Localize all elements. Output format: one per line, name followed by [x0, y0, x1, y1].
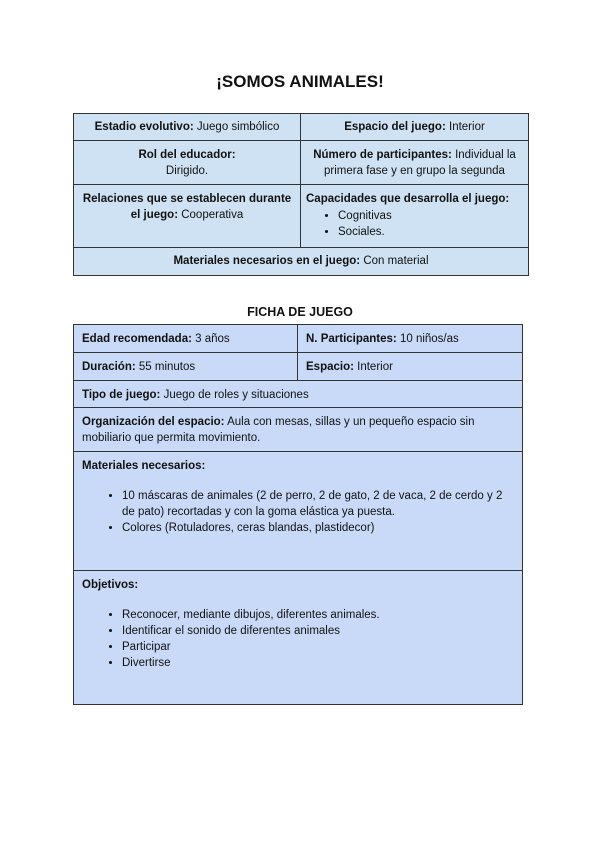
duracion-label: Duración:	[82, 361, 136, 373]
objetivos-list	[82, 607, 514, 671]
list-item: • Reconocer, mediante dibujos, diferentes animales.	[122, 607, 514, 623]
rol-cell	[74, 141, 301, 185]
espacio-juego-value: Interior	[449, 121, 485, 133]
edad-value: 3 años	[195, 333, 230, 345]
list-item: • Participar	[122, 639, 514, 655]
list-item: • 10 máscaras de animales (2 de perro, 2 de gato, 2 de vaca, 2 de cerdo y 2 de pato) recortadas y con la goma elástica ya puesta.	[122, 488, 514, 520]
relaciones-value: Cooperativa	[181, 209, 244, 221]
materiales-cell	[74, 452, 523, 571]
capacidades-label: Capacidades que desarrolla el juego:	[306, 193, 510, 205]
estadio-label: Estadio evolutivo:	[94, 121, 194, 133]
espacio-cell	[298, 353, 523, 381]
relaciones-cell	[74, 185, 301, 248]
ficha-table	[73, 324, 523, 705]
espacio-value: Interior	[357, 361, 393, 373]
espacio-juego-label: Espacio del juego:	[344, 121, 446, 133]
duracion-value: 55 minutos	[138, 361, 196, 373]
participantes-cell	[298, 325, 523, 353]
ficha-title: FICHA DE JUEGO	[247, 305, 353, 319]
list-item: • Divertirse	[122, 655, 514, 671]
tipo-value: Juego de roles y situaciones	[163, 389, 309, 401]
materiales-label: Materiales necesarios:	[82, 460, 206, 472]
participantes-value: 10 niños/as	[399, 333, 459, 345]
tipo-label: Tipo de juego:	[82, 389, 161, 401]
rol-value: Dirigido.	[165, 165, 209, 177]
list-item: • Sociales.	[338, 224, 523, 240]
capacidades-cell	[301, 185, 529, 248]
relaciones-label: Relaciones que se establecen durante el juego:	[82, 193, 292, 221]
materiales-summary-value: Con material	[363, 255, 429, 267]
tipo-cell	[74, 381, 523, 408]
materiales-list	[82, 488, 514, 536]
edad-cell	[74, 325, 298, 353]
capacidades-list	[306, 208, 523, 240]
participantes-label: N. Participantes:	[306, 333, 397, 345]
materiales-summary-cell	[74, 248, 529, 276]
num-participantes-cell	[301, 141, 529, 185]
num-participantes-value: Individual la primera fase y en grupo la segunda	[324, 149, 516, 177]
estadio-cell	[74, 114, 301, 141]
num-participantes-label: Número de participantes:	[313, 149, 452, 161]
page-title: ¡SOMOS ANIMALES!	[216, 72, 384, 91]
organizacion-value: Aula con mesas, sillas y un pequeño espacio sin mobiliario que permita movimiento.	[82, 416, 475, 444]
espacio-label: Espacio:	[306, 361, 354, 373]
list-item: • Identificar el sonido de diferentes animales	[122, 623, 514, 639]
list-item: • Cognitivas	[338, 208, 523, 224]
duracion-cell	[74, 353, 298, 381]
estadio-value: Juego simbólico	[196, 121, 280, 133]
materiales-summary-label: Materiales necesarios en el juego:	[173, 255, 361, 267]
objetivos-cell	[74, 571, 523, 705]
organizacion-cell	[74, 408, 523, 452]
summary-table	[73, 113, 529, 276]
espacio-juego-cell	[301, 114, 529, 141]
rol-label: Rol del educador:	[138, 149, 236, 161]
edad-label: Edad recomendada:	[82, 333, 192, 345]
organizacion-label: Organización del espacio:	[82, 416, 225, 428]
list-item: • Colores (Rotuladores, ceras blandas, plastidecor)	[122, 520, 514, 536]
objetivos-label: Objetivos:	[82, 579, 139, 591]
